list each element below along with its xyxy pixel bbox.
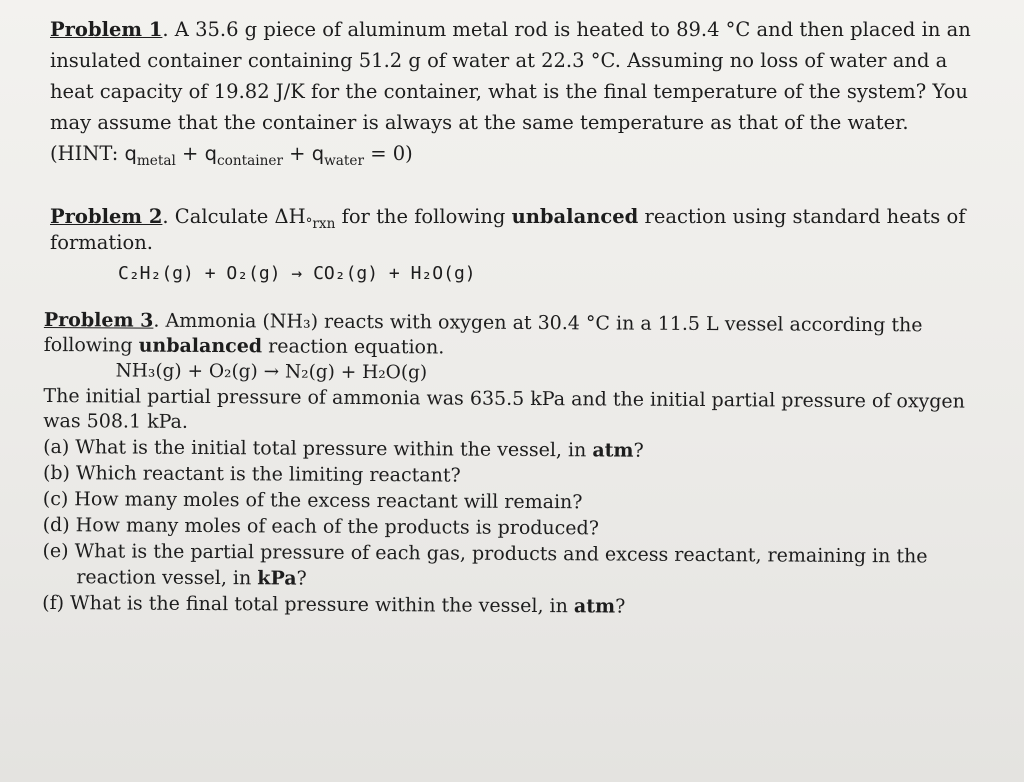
question-c: (c) How many moles of the excess reactant will remain? bbox=[42, 487, 583, 514]
problem-3-intro: The initial partial pressure of ammonia was 635.5 kPa and the initial partial pressure of oxygen was 508.1 kPa. bbox=[43, 384, 966, 433]
problem-3: Problem 3. Ammonia (NH₃) reacts with oxygen at 30.4 °C in a 11.5 L vessel according the following unbalanced reaction equation. NH₃(g) + O₂(g) → N₂(g) + H₂O(g) The initial partial pressure of ammonia was 635.5 kPa and the initial partial pressure of oxygen was 508.1 kPa. (a) What is the initial total pressure within the vessel, in atm? (b) Which reactant is the limiting reactant? (c) How many moles of the excess reactant will remain? (d) How many moles of each of the products is produced? (e) What is the partial pressure of each gas, products and excess reactant, remaining in the reaction vessel, in kPa? (f) What is the final total pressure within the vessel, in atm? bbox=[42, 308, 984, 622]
question-d: (d) How many moles of each of the products is produced? bbox=[42, 513, 599, 540]
question-e: (e) What is the partial pressure of each gas, products and excess reactant, remaining in the bbox=[42, 539, 928, 568]
problem-3-title: Problem 3 bbox=[43, 308, 154, 332]
problem-1-hint: (HINT: $q_{metal} + q_{container} + q_{water} = 0$) bbox=[50, 142, 413, 169]
question-a: (a) What is the initial total pressure within the vessel, in atm? bbox=[43, 435, 644, 462]
rxn-subscript: °rxn bbox=[305, 215, 336, 232]
problem-3-equation: NH₃(g) + O₂(g) → N₂(g) + H₂O(g) bbox=[115, 360, 428, 384]
problem-1-text: . A 35.6 g piece of aluminum metal rod is heated to 89.4 °C and then placed in an insulated container containing 51.2 g of water at 22.3 °C. Assuming no loss of water and a heat capacity of 19.82 J/K for the container, what is the final temperature of the system? You may assume that the container is always at the same temperature as that of the water. bbox=[50, 18, 971, 134]
problem-1-title: Problem 1 bbox=[50, 18, 163, 41]
problem-2: Problem 2. Calculate $\Delta H_{^\circ rxn}$ for the following unbalanced reaction using standard heats of formation. C₂H₂(g) + O₂(g) → CO₂(g) + H₂O(g) bbox=[50, 204, 990, 288]
question-f: (f) What is the final total pressure within the vessel, in atm? bbox=[42, 591, 626, 618]
problem-2-title: Problem 2 bbox=[50, 205, 163, 228]
question-e-continued: reaction vessel, in kPa? bbox=[76, 566, 307, 590]
problem-2-equation: C₂H₂(g) + O₂(g) → CO₂(g) + H₂O(g) bbox=[118, 263, 476, 284]
problem-1 bbox=[50, 14, 990, 169]
question-b: (b) Which reactant is the limiting reactant? bbox=[42, 461, 461, 487]
